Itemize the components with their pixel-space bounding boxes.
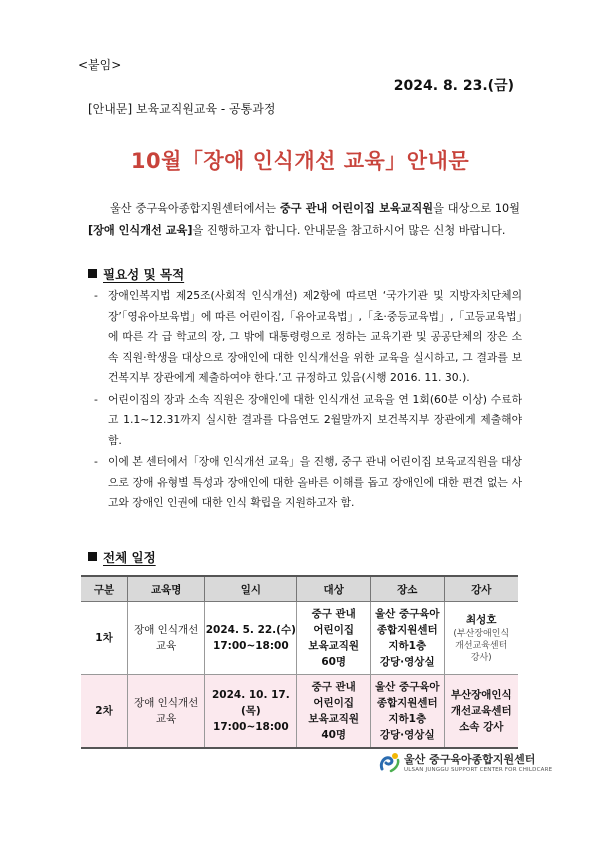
name-cell: 장애 인식개선 교육 <box>128 675 205 749</box>
lecturer-cell: 최성호 (부산장애인식 개선교육센터 강사) <box>444 602 518 675</box>
center-logo-icon <box>377 749 403 775</box>
section-heading-purpose <box>88 265 184 283</box>
name-cell: 장애 인식개선 교육 <box>128 602 205 675</box>
round-cell: 1차 <box>81 602 128 675</box>
bullet-text: 이에 본 센터에서「장애 인식개선 교육」을 진행, 중구 관내 어린이집 보육교직원을 대상으로 장애 유형별 특성과 장애인에 대한 올바른 이해를 돕고 장애인에 대한 편견 없는 사고와 장애인 인권에 대한 인식 확립을 지원하고자 함. <box>108 455 522 509</box>
round-cell: 2차 <box>81 675 128 749</box>
intro-bold1: 중구 관내 어린이집 보육교직원 <box>279 202 434 215</box>
bullet-text: 어린이집의 장과 소속 직원은 장애인에 대한 인식개선 교육을 연 1회(60분 이상) 수료하고 1.1~12.31까지 실시한 결과를 다음연도 2월말까지 보건복지부 장관에게 제출해야 함. <box>108 392 522 447</box>
page-title: 10월「장애 인식개선 교육」안내문 <box>130 149 470 173</box>
section-heading-label: 전체 일정 <box>103 550 156 565</box>
lecturer-cell: 부산장애인식 개선교육센터 소속 강사 <box>444 675 518 749</box>
target-cell: 중구 관내 어린이집 보육교직원 60명 <box>297 602 371 675</box>
list-item: - 어린이집의 장과 소속 직원은 장애인에 대한 인식개선 교육을 연 1회(60분 이상) 수료하고 1.1~12.31까지 실시한 결과를 다음연도 2월말까지 보건복지부 장관에게 제출해야 함. <box>94 392 522 447</box>
footer-org-name: 울산 중구육아종합지원센터 <box>404 753 536 766</box>
datetime-cell: 2024. 10. 17.(목) 17:00~18:00 <box>205 675 297 749</box>
document-date: 2024. 8. 23.(금) <box>393 78 514 94</box>
purpose-bullet-list <box>94 286 522 515</box>
section-heading-label: 필요성 및 목적 <box>103 267 185 282</box>
datetime-cell: 2024. 5. 22.(수) 17:00~18:00 <box>205 602 297 675</box>
column-header: 일시 <box>205 576 297 602</box>
square-bullet-icon <box>88 552 97 561</box>
intro-bold2: [장애 인식개선 교육] <box>88 224 193 237</box>
list-item: - 이에 본 센터에서「장애 인식개선 교육」을 진행, 중구 관내 어린이집 보육교직원을 대상으로 장애 유형별 특성과 장애인에 대한 올바른 이해를 돕고 장애인에 대한 편견 없는 사고와 장애인 인권에 대한 인식 확립을 지원하고자 함. <box>94 455 522 509</box>
place-cell: 울산 중구육아 종합지원센터 지하1층 강당·영상실 <box>371 602 444 675</box>
column-header: 구분 <box>81 576 128 602</box>
attachment-label: <붙임> <box>78 58 122 72</box>
section-heading-schedule <box>88 548 156 566</box>
target-cell: 중구 관내 어린이집 보육교직원 40명 <box>297 675 371 749</box>
schedule-table <box>81 575 518 749</box>
bullet-text: 장애인복지법 제25조(사회적 인식개선) 제2항에 따르면 ‘국가기관 및 지방자치단체의 장’「영유아보육법」에 따른 어린이집,「유아교육법」,「초·중등교육법」,「고등교육법」에 따른 각 급 학교의 장, 그 밖에 대통령령으로 정하는 교육기관 및 공공단체의 장은 소속 직원·학생을 대상으로 장애인에 대한 인식개선을 위한 교육을 실시하고, 그 결과를 보건복지부 장관에게 제출하여야 한다.’고 규정하고 있음(시행 2016. 11. 30.). <box>108 289 522 384</box>
table-row <box>81 602 518 675</box>
table-header-row <box>81 576 518 602</box>
square-bullet-icon <box>88 269 97 278</box>
column-header: 강사 <box>444 576 518 602</box>
intro-part3: 을 진행하고자 합니다. 안내문을 참고하시어 많은 신청 바랍니다. <box>192 224 506 237</box>
intro-paragraph <box>88 198 520 242</box>
table-row <box>81 675 518 749</box>
document-category: [안내문] 보육교직원교육 - 공통과정 <box>88 102 276 116</box>
column-header: 장소 <box>371 576 444 602</box>
intro-part2: 을 대상으로 10월 <box>433 202 520 215</box>
list-item: - 장애인복지법 제25조(사회적 인식개선) 제2항에 따르면 ‘국가기관 및 지방자치단체의 장’「영유아보육법」에 따른 어린이집,「유아교육법」,「초·중등교육법」,「고등교육법」에 따른 각 급 학교의 장, 그 밖에 대통령령으로 정하는 교육기관 및 공공단체의 장은 소속 직원·학생을 대상으로 장애인에 대한 인식개선을 위한 교육을 실시하고, 그 결과를 보건복지부 장관에게 제출하여야 한다.’고 규정하고 있음(시행 2016. 11. 30.). <box>94 289 522 384</box>
footer-org-name-en: ULSAN JUNGGU SUPPORT CENTER FOR CHILDCARE <box>404 767 553 773</box>
column-header: 교육명 <box>128 576 205 602</box>
place-cell: 울산 중구육아 종합지원센터 지하1층 강당·영상실 <box>371 675 444 749</box>
column-header: 대상 <box>297 576 371 602</box>
intro-part1: 울산 중구육아종합지원센터에서는 <box>110 202 280 215</box>
